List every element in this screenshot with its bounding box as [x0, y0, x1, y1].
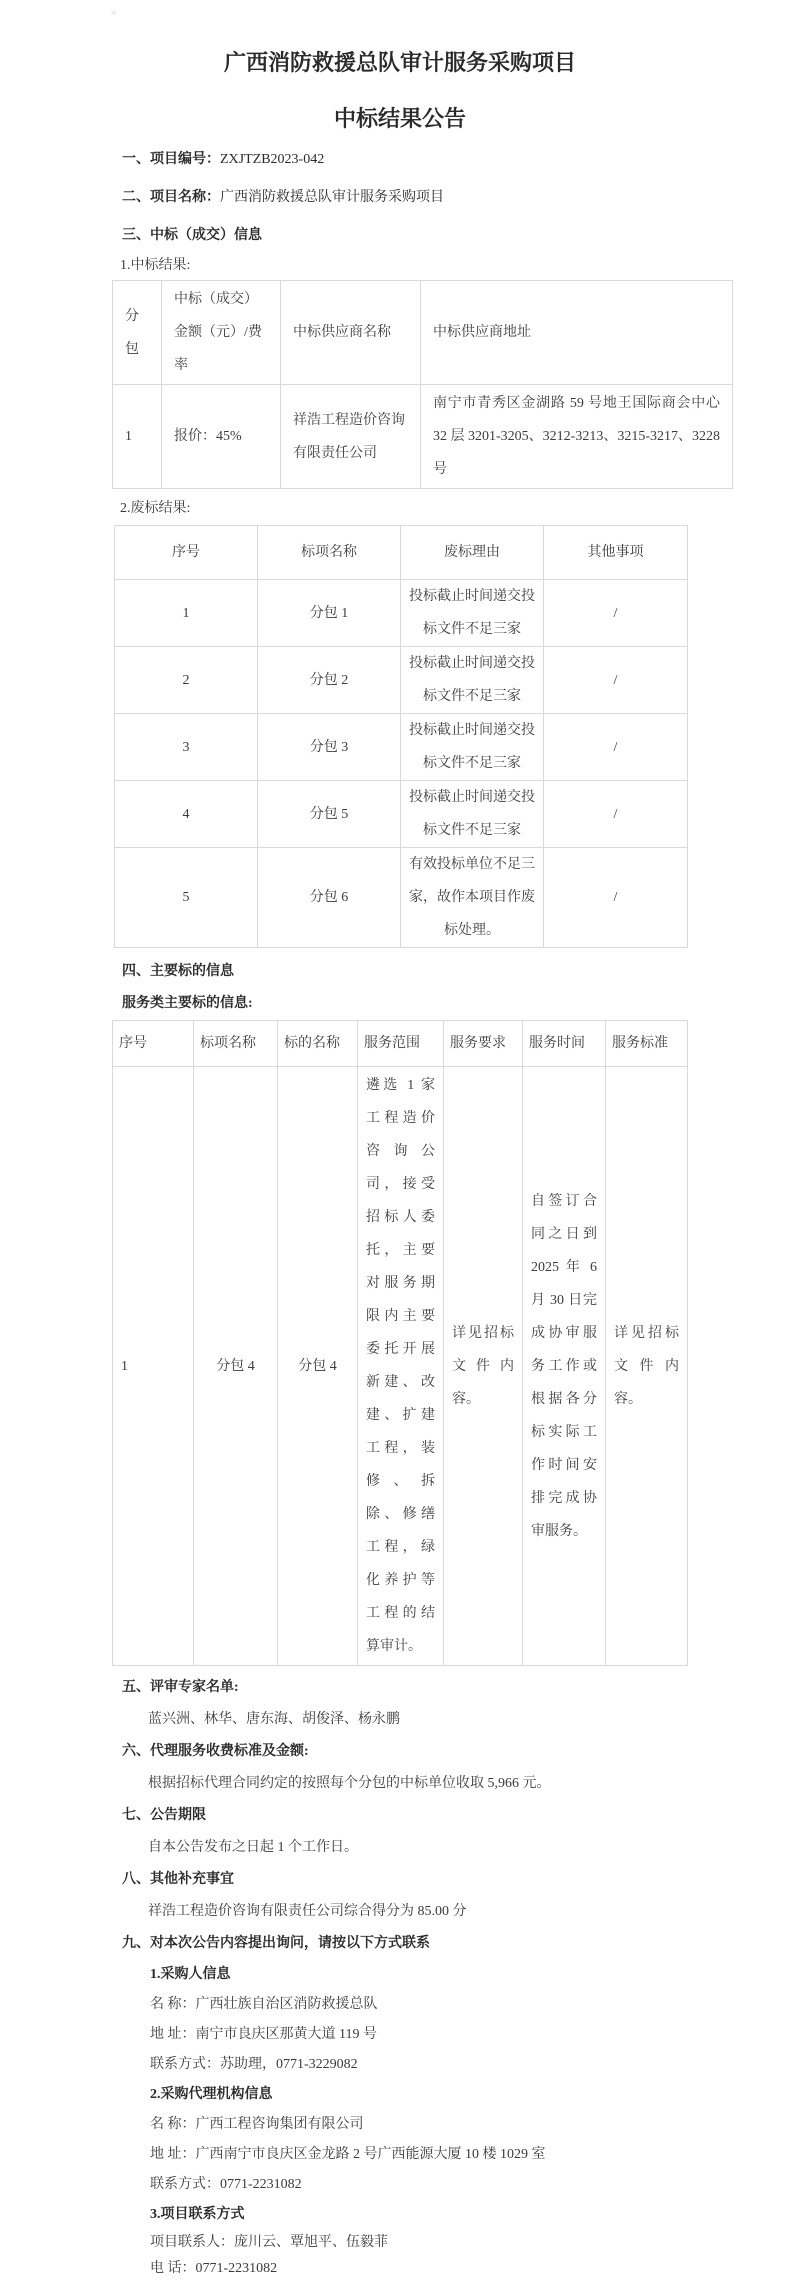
subject-cell-standard: 详见招标文件内容。	[606, 1067, 688, 1666]
award-cell-amount: 报价：45%	[162, 385, 281, 489]
page-subtitle: 中标结果公告	[333, 106, 466, 131]
purchaser-address: 地 址：南宁市良庆区那黄大道 119 号	[150, 2027, 377, 2042]
voided-cell-no: 3	[115, 714, 258, 781]
other-notes-text: 祥浩工程造价咨询有限责任公司综合得分为 85.00 分	[148, 1904, 467, 1919]
voided-cell-other: /	[544, 781, 688, 848]
purchaser-info-heading: 1.采购人信息	[150, 1967, 231, 1982]
section-contact-heading: 九、对本次公告内容提出询问，请按以下方式联系	[122, 1936, 430, 1951]
voided-table-header-row	[115, 526, 688, 580]
subject-header-item: 标项名称	[194, 1021, 278, 1067]
section-experts-heading: 五、评审专家名单:	[122, 1680, 239, 1695]
subheading-award-result: 1.中标结果:	[120, 258, 191, 273]
voided-cell-reason: 投标截止时间递交投标文件不足三家	[401, 647, 544, 714]
voided-cell-other: /	[544, 647, 688, 714]
voided-cell-no: 5	[115, 848, 258, 948]
award-result-table	[112, 280, 733, 489]
agency-name: 名 称：广西工程咨询集团有限公司	[150, 2117, 364, 2132]
subject-header-name: 标的名称	[278, 1021, 358, 1067]
agency-info-heading: 2.采购代理机构信息	[150, 2087, 273, 2102]
voided-cell-other: /	[544, 848, 688, 948]
voided-header-reason: 废标理由	[401, 526, 544, 580]
voided-cell-no: 2	[115, 647, 258, 714]
subject-header-standard: 服务标准	[606, 1021, 688, 1067]
purchaser-contact: 联系方式：苏助理，0771-3229082	[150, 2057, 358, 2072]
voided-table-row	[115, 781, 688, 848]
subject-cell-item: 分包 4	[194, 1067, 278, 1666]
subheading-service-subject: 服务类主要标的信息:	[122, 996, 253, 1011]
voided-cell-other: /	[544, 714, 688, 781]
voided-header-no: 序号	[115, 526, 258, 580]
subject-cell-no: 1	[113, 1067, 194, 1666]
voided-cell-no: 4	[115, 781, 258, 848]
voided-result-table	[114, 525, 688, 948]
award-header-amount: 中标（成交）金额（元）/费率	[162, 281, 281, 385]
voided-cell-reason: 投标截止时间递交投标文件不足三家	[401, 580, 544, 647]
project-number-value: ZXJTZB2023-042	[220, 152, 325, 167]
agency-contact: 联系方式：0771-2231082	[150, 2177, 302, 2192]
voided-table-row	[115, 580, 688, 647]
subject-header-no: 序号	[113, 1021, 194, 1067]
subject-table-header-row	[113, 1021, 688, 1067]
voided-cell-item: 分包 1	[258, 580, 401, 647]
subject-header-scope: 服务范围	[358, 1021, 444, 1067]
project-contact-phone: 电 话：0771-2231082	[150, 2261, 278, 2276]
subject-cell-time: 自签订合同之日到 2025 年 6 月 30 日完成协审服务工作或根据各分标实际工作时间安排完成协审服务。	[523, 1067, 606, 1666]
award-cell-package: 1	[113, 385, 162, 489]
corner-mark: ✳	[110, 8, 118, 18]
voided-table-row	[115, 714, 688, 781]
subject-table-row	[113, 1067, 688, 1666]
award-table-row	[113, 385, 733, 489]
voided-table-row	[115, 647, 688, 714]
section-project-number	[122, 144, 800, 176]
voided-cell-item: 分包 2	[258, 647, 401, 714]
voided-cell-reason: 有效投标单位不足三家，故作本项目作废标处理。	[401, 848, 544, 948]
experts-list: 蓝兴洲、林华、唐东海、胡俊泽、杨永鹏	[148, 1712, 400, 1727]
section-other-notes-heading: 八、其他补充事宜	[122, 1872, 234, 1887]
voided-cell-other: /	[544, 580, 688, 647]
purchaser-name: 名 称：广西壮族自治区消防救援总队	[150, 1997, 378, 2012]
agency-address: 地 址：广西南宁市良庆区金龙路 2 号广西能源大厦 10 楼 1029 室	[150, 2147, 546, 2162]
project-contact-persons: 项目联系人：庞川云、覃旭平、伍毅菲	[150, 2235, 388, 2250]
award-header-package: 分包	[113, 281, 162, 385]
section-main-subject-heading: 四、主要标的信息	[122, 964, 234, 979]
project-contact-heading: 3.项目联系方式	[150, 2207, 245, 2222]
section-period-heading: 七、公告期限	[122, 1808, 206, 1823]
voided-header-item: 标项名称	[258, 526, 401, 580]
voided-table-row	[115, 848, 688, 948]
voided-cell-no: 1	[115, 580, 258, 647]
main-subject-table	[112, 1020, 688, 1666]
subheading-voided-result: 2.废标结果:	[120, 501, 191, 516]
section-award-info-heading: 三、中标（成交）信息	[122, 228, 262, 243]
voided-cell-item: 分包 6	[258, 848, 401, 948]
award-header-address: 中标供应商地址	[421, 281, 733, 385]
voided-cell-item: 分包 3	[258, 714, 401, 781]
voided-cell-item: 分包 5	[258, 781, 401, 848]
award-table-header-row	[113, 281, 733, 385]
project-number-label: 一、项目编号：	[122, 152, 220, 167]
period-text: 自本公告发布之日起 1 个工作日。	[148, 1840, 358, 1855]
project-name-label: 二、项目名称：	[122, 190, 220, 205]
subject-cell-name: 分包 4	[278, 1067, 358, 1666]
page-title: 广西消防救援总队审计服务采购项目	[223, 50, 576, 75]
project-name-value: 广西消防救援总队审计服务采购项目	[220, 190, 444, 205]
subject-cell-requirement: 详见招标文件内容。	[444, 1067, 523, 1666]
subject-cell-scope: 遴选 1 家工程造价咨询公司，接受招标人委托，主要对服务期限内主要委托开展新建、改建、扩建工程，装修、拆除、修缮工程，绿化养护等工程的结算审计。	[358, 1067, 444, 1666]
section-project-name	[122, 182, 800, 214]
voided-header-other: 其他事项	[544, 526, 688, 580]
award-cell-supplier: 祥浩工程造价咨询有限责任公司	[281, 385, 421, 489]
section-agency-fee-heading: 六、代理服务收费标准及金额:	[122, 1744, 309, 1759]
voided-cell-reason: 投标截止时间递交投标文件不足三家	[401, 714, 544, 781]
subject-header-time: 服务时间	[523, 1021, 606, 1067]
award-cell-address: 南宁市青秀区金湖路 59 号地王国际商会中心 32 层 3201-3205、3212-3213、3215-3217、3228 号	[421, 385, 733, 489]
subject-header-requirement: 服务要求	[444, 1021, 523, 1067]
voided-cell-reason: 投标截止时间递交投标文件不足三家	[401, 781, 544, 848]
agency-fee-text: 根据招标代理合同约定的按照每个分包的中标单位收取 5,966 元。	[148, 1776, 551, 1791]
award-header-supplier: 中标供应商名称	[281, 281, 421, 385]
